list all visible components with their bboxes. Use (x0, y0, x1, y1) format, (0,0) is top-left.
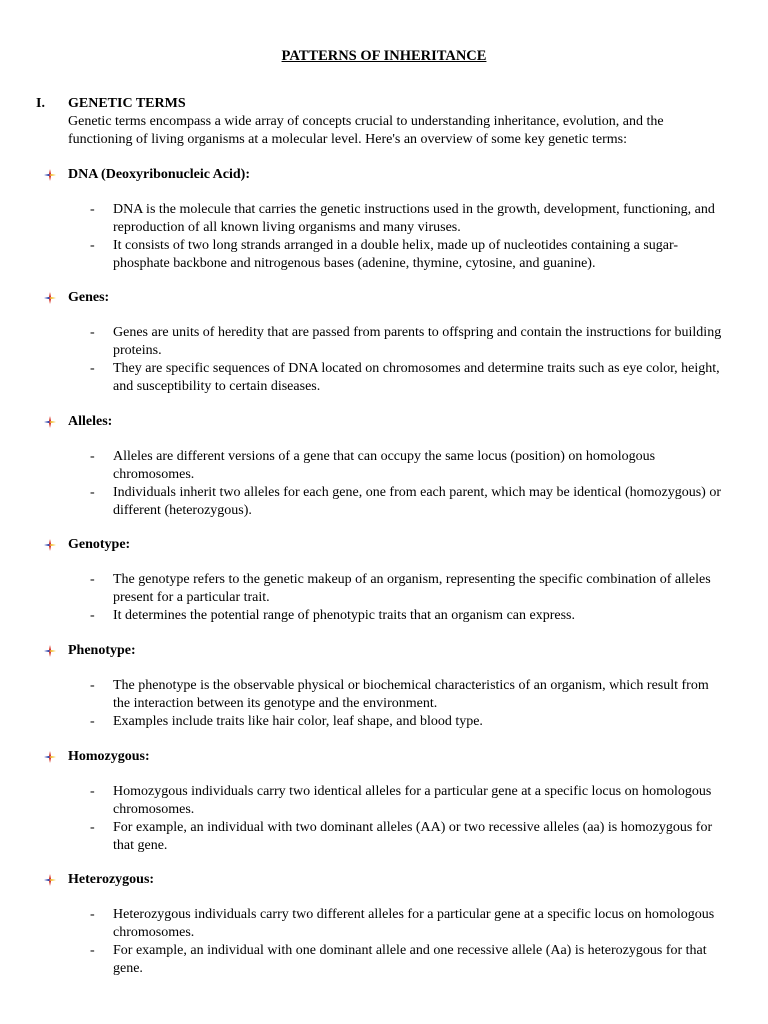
list-item: - Homozygous individuals carry two identical alleles for a particular gene at a specific locus on homologous chromosomes. (90, 784, 712, 817)
term-heading: Phenotype: (68, 643, 136, 658)
list-item: - DNA is the molecule that carries the genetic instructions used in the growth, development, functioning, and reproduction of all known living organisms and many viruses. (90, 202, 715, 235)
four-point-star-bullet-icon (44, 416, 56, 428)
section-heading: GENETIC TERMS (68, 96, 186, 111)
list-item: - It determines the potential range of phenotypic traits that an organism can express. (90, 608, 575, 623)
list-item: - Genes are units of heredity that are passed from parents to offspring and contain the instructions for building proteins. (90, 325, 722, 358)
term-heading: DNA (Deoxyribonucleic Acid): (68, 167, 250, 182)
term-heading: Heterozygous: (68, 872, 155, 887)
section-number: I. (36, 96, 45, 111)
list-item: - Examples include traits like hair color, leaf shape, and blood type. (90, 714, 483, 729)
four-point-star-bullet-icon (44, 751, 56, 763)
four-point-star-bullet-icon (44, 645, 56, 657)
term-heading: Homozygous: (68, 749, 150, 764)
list-item: - The genotype refers to the genetic makeup of an organism, representing the specific combination of alleles present for a particular trait. (90, 572, 711, 605)
list-item: - They are specific sequences of DNA located on chromosomes and determine traits such as eye color, height, and susceptibility to certain diseases. (90, 361, 720, 394)
four-point-star-bullet-icon (44, 169, 56, 181)
list-item: - Individuals inherit two alleles for each gene, one from each parent, which may be identical (homozygous) or different (heterozygous). (90, 485, 722, 518)
term-heading: Alleles: (68, 414, 113, 429)
list-item: - It consists of two long strands arranged in a double helix, made up of nucleotides containing a sugar-phosphate backbone and nitrogenous bases (adenine, thymine, cytosine, and guanine). (90, 238, 679, 271)
list-item: - For example, an individual with two dominant alleles (AA) or two recessive alleles (aa) is homozygous for that gene. (90, 820, 713, 853)
list-item: - Alleles are different versions of a gene that can occupy the same locus (position) on homologous chromosomes. (90, 449, 656, 482)
four-point-star-bullet-icon (44, 874, 56, 886)
list-item: - Heterozygous individuals carry two different alleles for a particular gene at a specific locus on homologous chromosomes. (90, 907, 715, 940)
list-item: - For example, an individual with one dominant allele and one recessive allele (Aa) is heterozygous for that gene. (90, 943, 707, 976)
four-point-star-bullet-icon (44, 539, 56, 551)
document-title: PATTERNS OF INHERITANCE (281, 48, 487, 64)
four-point-star-bullet-icon (44, 292, 56, 304)
list-item: - The phenotype is the observable physical or biochemical characteristics of an organism, which result from the interaction between its genotype and the environment. (90, 678, 709, 711)
term-heading: Genes: (68, 290, 110, 305)
term-heading: Genotype: (68, 537, 131, 552)
section-intro: Genetic terms encompass a wide array of concepts crucial to understanding inheritance, evolution, and the functioning of living organisms at a molecular level. Here's an overview of some key genetic terms: (68, 114, 664, 147)
